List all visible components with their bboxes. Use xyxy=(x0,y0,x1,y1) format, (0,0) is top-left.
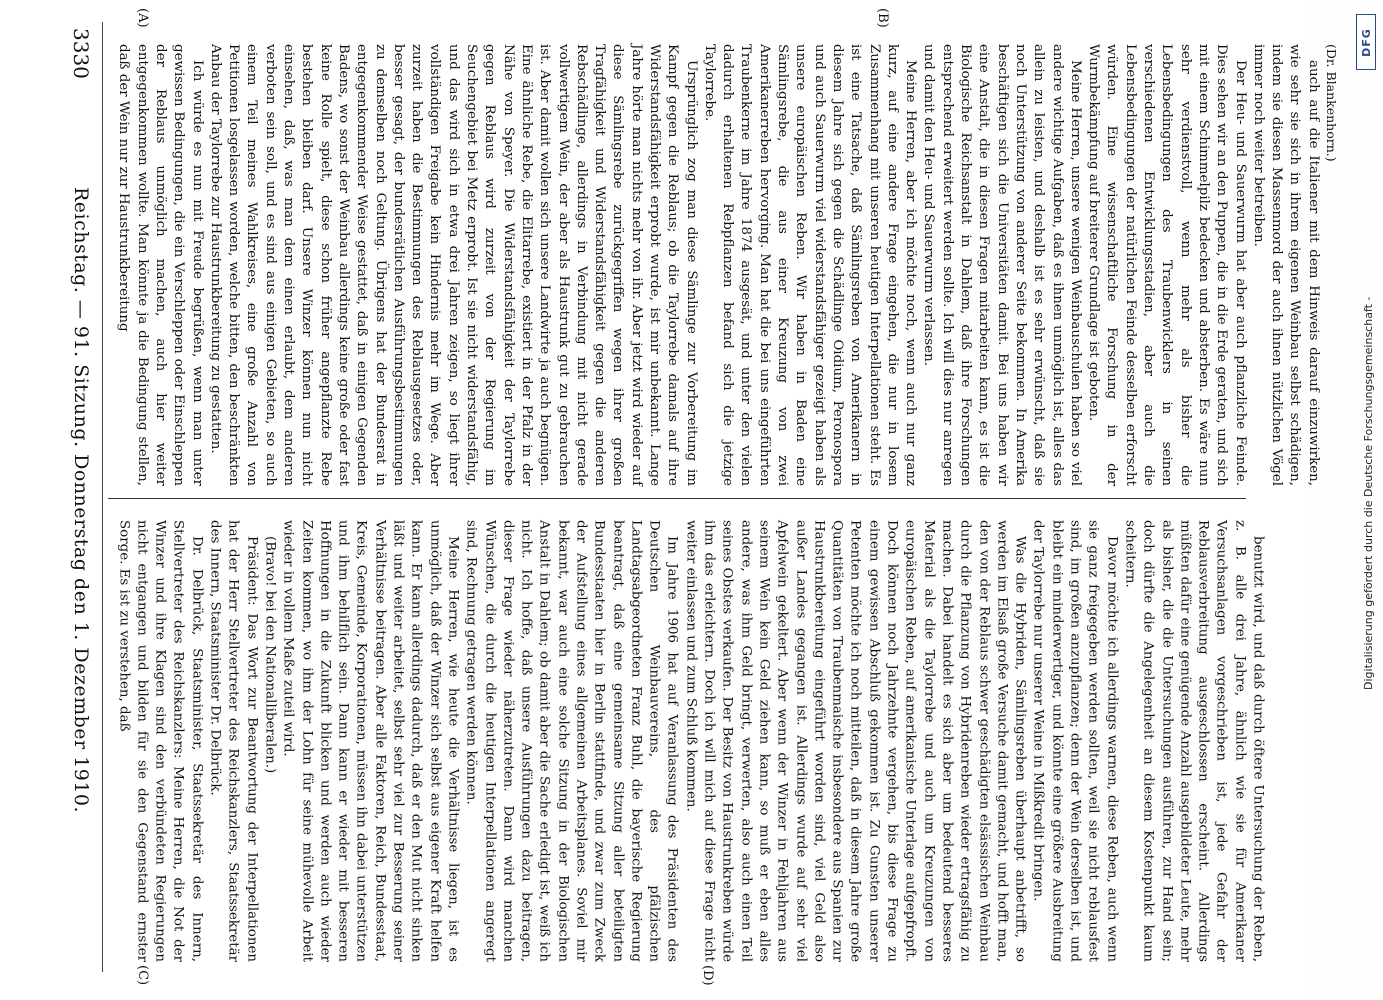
paragraph: auch auf die Italiener mit dem Hinweis darauf einzuwirken, wie sehr sie sich in ihrem eigenen Weinbau selbst schädigen, indem sie diesen Massenmord der auch ihnen nützlichen Vögel immer noch weiter betreiben. xyxy=(1250,44,1321,486)
digitization-note: Digitalisierung gefördert durch die Deutsche Forschungsgemeinschaft - xyxy=(1362,296,1375,690)
margin-letter-a: (A) xyxy=(135,8,150,28)
paragraph: Was die Hybriden, Sämlingsreben überhaupt anbetrifft, so werden im Elsaß große Versuche damit gemacht, und hofft man, den von der Reblaus schwer geschädigten elsässischen Weinbau durch die Pflanzung von Hybridenreben wieder ertragsfähig zu machen. Dabei handelt es sich aber um bedeutend besseres Material als die Taylorrebe und auch um Kreuzungen von europäischen Reben, auf amerikanische Unterlage aufgepfropft. Doch können noch Jahrzehnte vergehen, bis diese Frage zu einem gewissen Abschluß gekommen ist. Zu Gunsten unserer Petenten möchte ich noch mitteilen, daß in diesem Jahre große Quantitäten von Traubenmaische insbesondere aus Spanien zur Haustrunkbereitung eingeführt worden sind, viel Geld also außer Landes gegangen ist. Allerdings wurde auf sehr viel Apfelwein gekeltert. Aber wenn der Winzer in Fehljahren aus seinem Wein kein Geld ziehen kann, so muß er eben alles andere, was ihm Geld bringt, verwerten, also auch einen Teil seines Obstes verkaufen. Der Besitz von Haustrunkreben würde ihm das erleichtern. Doch ich will mich auf diese Frage nicht weiter einlassen und zum Schluß kommen. xyxy=(683,520,1028,962)
left-text-column xyxy=(114,44,1339,486)
paragraph: (Bravo! bei den Nationalliberalen.) xyxy=(262,536,278,774)
paragraph: Im Jahre 1906 hat auf Veranlassung des Präsidenten des Deutschen Weinbauvereins, des pfälzischen Landtagsabgeordneten Franz Buhl, die bayerische Regierung beantragt, daß eine gemeinsame Sitzung aller beteiligten Bundesstaaten hier in Berlin stattfinde, und zwar zum Zweck der Aufstellung eines allgemeinen Arbeitsplanes. Soviel mir bekannt, war auch eine solche Sitzung in der Biologischen Anstalt in Dahlem; ob damit aber die Sache erledigt ist, weiß ich nicht. Ich hoffe, daß unsere Ausführungen dazu beitragen, dieser Frage wieder näherzutreten. Dann wird manchen Wünschen, die durch die heutigen Interpellationen angeregt sind, Rechnung getragen werden können. xyxy=(463,520,681,962)
left-column-text xyxy=(114,44,1340,486)
paragraph: Davor möchte ich allerdings warnen, diese Reben, auch wenn sie ganz freigegeben werden sollten, weil sie nicht reblausfest sind, im großen anzupflanzen; denn der Wein derselben ist, und bleibt ein minderwertiger, und könnte eine größere Ausbreitung der Taylorrebe nur unserer Weine in Mißkredit bringen. xyxy=(1031,520,1120,962)
right-column-text xyxy=(114,520,1267,962)
paragraph: Der Heu- und Sauerwurm hat aber auch pflanzliche Feinde. Dies sehen wir an den Puppen, die in die Erde geraten, und sich mit einem Schimmelpilz bedecken und absterben. Es wäre nun sehr verdienstvoll, wenn mehr als bisher die Lebensbedingungen des Traubenwicklers in seinen verschiedenen Entwicklungsstadien, aber auch die Lebensbedingungen der natürlichen Feinde desselben erforscht würden. Eine wissenschaftliche Forschung in der Wurmbekämpfung auf breiterer Grundlage ist geboten. xyxy=(1086,44,1248,486)
dfg-logo-text: DFG xyxy=(1359,27,1373,57)
right-text-column xyxy=(114,520,1266,962)
speaker-note: (Dr. Blankenhorn.) xyxy=(1323,44,1339,162)
margin-letter-c: (C) xyxy=(135,965,150,986)
paragraph: Ursprünglich zog man diese Sämlinge zur Vorbereitung im Kampf gegen die Reblaus; ob die Taylorrebe damals auf ihre Widerstandsfähigkeit erprobt wurde, ist mir unbekannt. Lange Jahre hörte man nichts mehr von ihr. Aber jetzt wird wieder auf diese Sämlingsrebe zurückgegriffen wegen ihrer großen Tragfähigkeit und Widerstandsfähigkeit gegen die anderen Rebschädlinge, allerdings in Verbindung mit nicht gerade vollwertigem Wein, der aber als Haustrunk gut zu gebrauchen ist. Aber damit wollen sich unsere Landwirte ja auch begnügen. Eine ähnliche Rebe, die Elitarrebe, existiert in der Pfalz in der Nähe von Speyer. Die Widerstandsfähigkeit der Taylorrebe gegen Reblaus wird zurzeit von der Regierung im Seuchengebiet bei Metz erprobt. Ist sie nicht widerstandsfähig, und das wird sich in etwa drei Jahren zeigen, so liegt ihrer vollständigen Freigabe kein Hindernis mehr im Wege. Aber zurzeit haben die Bestimmungen des Reblausgesetzes oder, besser gesagt, der bundesrätlichen Ausführungsbestimmungen zu demselben noch Geltung. Übrigens hat der Bundesrat in entgegenkommender Weise gestattet, daß in einigen Gegenden Badens, wo sonst der Weinbau allerdings keine große oder fast keine Rolle spielt, diese schon früher angepflanzte Rebe bestehen bleiben darf. Unsere Winzer können nun nicht einsehen, daß, was man dem einen erlaubt, dem anderen verboten sein soll, und es sind aus einigen Gebieten, so auch einem Teil meines Wahlkreises, eine große Anzahl von Petitionen losgelassen worden, welche bitten, den beschränkten Anbau der Taylorrebe zur Haustrunkbereitung zu gestatten. xyxy=(207,44,699,486)
paragraph: Meine Herren, wie heute die Verhältnisse liegen, ist es unmöglich, daß der Winzer sich selbst aus eigener Kraft helfen kann. Er kann allerdings dadurch, daß er den Mut nicht sinken läßt und weiter arbeitet, selbst sehr viel zur Besserung seiner Verhältnisse beitragen. Aber alle Faktoren, Reich, Bundesstaat, Kreis, Gemeinde, Korporationen, müssen ihn dabei unterstützen und ihm behilflich sein. Dann kann er wieder mit besseren Hoffnungen in die Zukunft blicken und werden auch wieder Zeiten kommen, wo ihm der Lohn für seine mühevolle Arbeit wieder in vollem Maße zuteil wird. xyxy=(280,520,461,962)
page-number: 3330 xyxy=(69,28,93,79)
paragraph: Meine Herren, unsere wenigen Weinbauschulen haben so viel andere wichtige Aufgaben, daß es ihnen unmöglich ist, alles das allein zu leisten, und deshalb ist es sehr erwünscht, daß sie noch Unterstützung von anderer Seite bekommen. In Amerika beschäftigen sich die Universitäten damit. Bei uns haben wir eine Anstalt, die in diesen Fragen mitarbeiten kann, es ist die Biologische Reichsanstalt in Dahlem, daß ihre Forschungen entsprechend erweitert werden sollte. Ich will dies nur anregen und damit den Heu- und Sauerwurm verlassen. xyxy=(921,44,1083,486)
paragraph: Präsident: Das Wort zur Beantwortung der Interpellationen hat der Herr Stellvertreter des Reichskanzlers, Staatssekretär des Innern, Staatsminister Dr. Delbrück. xyxy=(207,520,260,962)
header-rule xyxy=(102,22,103,972)
margin-letter-d: (D) xyxy=(700,965,715,986)
paragraph: Meine Herren, aber ich möchte noch, wenn auch nur ganz kurz, auf eine andere Frage eingehen, die nur in losem Zusammenhang mit unseren heutigen Interpellationen steht. Es ist eine Tatsache, daß Sämlingsreben von Amerikanern in diesem Jahre sich gegen die Schädlinge Oidium, Peronospora und auch Sauerwurm viel widerstandsfähiger gezeigt haben als unsere europäischen Reben. Wir haben in Baden eine Sämlingsrebe, die aus einer Kreuzung von zwei Amerikanerreben hervorging. Man hat die bei uns eingeführten Traubenkerne im Jahre 1874 ausgesät, und unter den vielen dadurch erhaltenen Rebpflanzen befand sich die jetzige Taylorrebe. xyxy=(701,44,919,486)
page-header xyxy=(65,28,97,972)
paragraph: Ich würde es nun mit Freude begrüßen, wenn man unter gewissen Bedingungen, die ein Verschleppen oder Einschleppen der Reblaus unmöglich machen, auch hier weiter entgegenkommen wollte. Man könnte ja die Bedingung stellen, daß der Wein nur zur Haustrunkbereitung xyxy=(116,44,205,486)
margin-letter-b: (B) xyxy=(875,8,890,28)
paragraph: Dr. Delbrück, Staatsminister, Staatssekretär des Innern, Stellvertreter des Reichskanzlers: Meine Herren, die Not der Winzer und ihre Klagen sind den verbündeten Regierungen nicht entgangen und bilden für sie den Gegenstand ernster Sorge. Es ist zu verstehen, daß xyxy=(116,520,205,962)
paragraph: benutzt wird, und daß durch öftere Untersuchung der Reben, z. B. alle drei Jahre, ähnlich wie sie für Amerikaner Versuchsanlagen vorgeschrieben ist, jede Gefahr der Reblausverbreitung ausgeschlossen erscheint. Allerdings müßten dafür eine genügende Anzahl ausgebildeter Leute, mehr als bisher, die die Untersuchungen ausführen, zur Hand sein; doch dürfte die Angelegenheit an diesem Kostenpunkt kaum scheitern. xyxy=(1122,520,1266,962)
running-title: Reichstag. — 91. Sitzung. Donnerstag den 1. Dezember 1910. xyxy=(70,186,92,814)
column-divider xyxy=(108,498,1246,499)
